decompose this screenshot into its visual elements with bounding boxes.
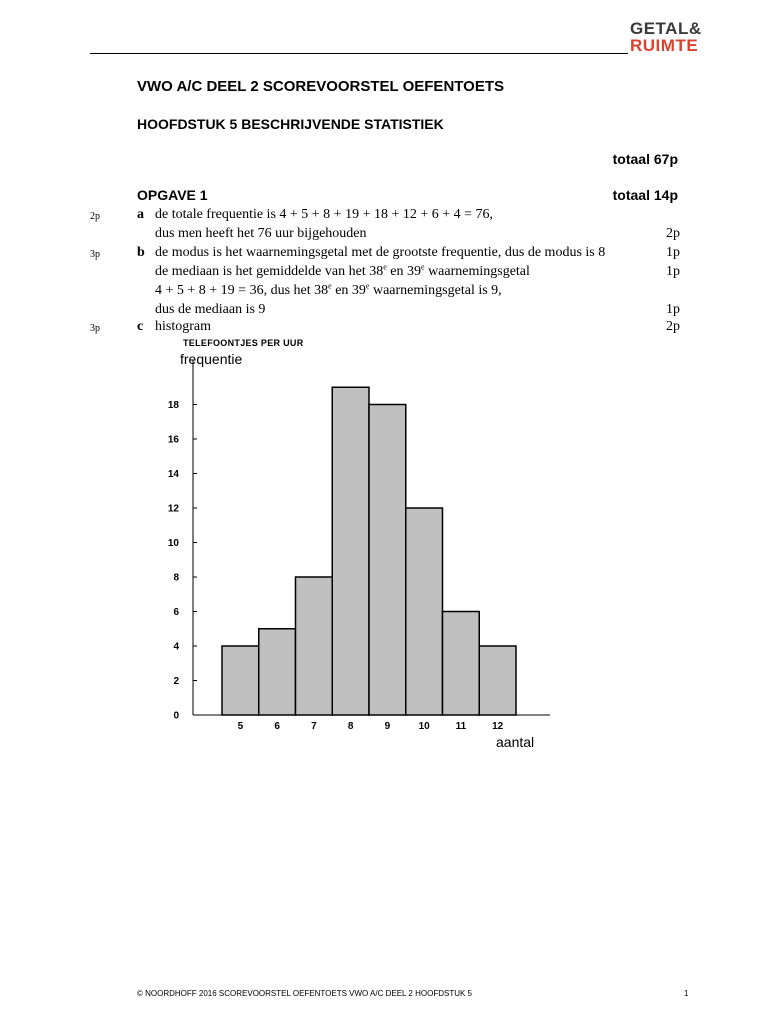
answer-text: de mediaan is het gemiddelde van het 38e en 39e waarnemingsgetal: [155, 262, 530, 279]
answer-text: de modus is het waarnemingsgetal met de grootste frequentie, dus de modus is 8: [155, 245, 606, 260]
chapter-subtitle: HOOFDSTUK 5 BESCHRIJVENDE STATISTIEK: [137, 116, 444, 132]
grand-total: totaal 67p: [612, 151, 678, 167]
page-number: 1: [684, 989, 689, 998]
question-letter: b: [137, 245, 145, 260]
document-title: VWO A/C DEEL 2 SCOREVOORSTEL OEFENTOETS: [137, 78, 505, 95]
question-letter: a: [137, 207, 144, 222]
awarded-points: 1p: [666, 264, 680, 279]
y-tick-label: 18: [167, 400, 179, 411]
awarded-points: 2p: [666, 226, 680, 241]
exercise-title: OPGAVE 1: [137, 187, 208, 203]
answer-row-b2: [90, 262, 680, 281]
x-axis-label: aantal: [496, 734, 535, 750]
histogram-bar: [222, 646, 259, 715]
answer-text: dus men heeft het 76 uur bijgehouden: [155, 226, 367, 241]
question-letter: c: [137, 319, 144, 334]
y-tick-label: 2: [173, 676, 179, 687]
x-tick-label: 9: [384, 721, 391, 732]
footer-copyright: © NOORDHOFF 2016 SCOREVOORSTEL OEFENTOETS VWO A/C DEEL 2 HOOFDSTUK 5: [137, 989, 472, 998]
publisher-logo: [630, 20, 710, 54]
x-tick-label: 10: [418, 721, 430, 732]
max-points: 3p: [90, 249, 100, 260]
y-tick-label: 12: [167, 503, 179, 515]
logo-line-1: GETAL&: [630, 19, 702, 38]
answer-text: de totale frequentie is 4 + 5 + 8 + 19 + 18 + 12 + 6 + 4 = 76,: [155, 207, 494, 222]
max-points: 2p: [90, 211, 100, 222]
max-points: 3p: [90, 323, 100, 334]
x-tick-label: 6: [274, 721, 280, 732]
answer-row-c1: [90, 317, 680, 336]
histogram-bar: [332, 387, 369, 715]
y-tick-label: 0: [173, 710, 179, 722]
histogram-bar: [296, 577, 333, 715]
x-tick-label: 7: [311, 721, 317, 732]
y-tick-label: 10: [167, 538, 179, 549]
awarded-points: 1p: [666, 245, 680, 260]
histogram-bar: [443, 612, 480, 716]
histogram-bar: [406, 508, 443, 715]
header-rule: [90, 53, 628, 54]
logo-line-2: RUIMTE: [630, 36, 699, 55]
x-tick-label: 5: [237, 721, 244, 732]
x-tick-label: 12: [492, 721, 504, 732]
chart-title: TELEFOONTJES PER UUR: [183, 338, 304, 348]
histogram-chart: [150, 360, 560, 740]
awarded-points: 2p: [666, 319, 680, 334]
y-tick-label: 14: [167, 469, 179, 480]
y-axis-label: frequentie: [180, 351, 243, 367]
awarded-points: 1p: [666, 302, 680, 317]
histogram-bar: [479, 646, 516, 715]
histogram-bar: [259, 629, 296, 715]
answer-row-a2: [90, 224, 680, 243]
histogram-bar: [369, 405, 406, 716]
y-tick-label: 6: [173, 607, 179, 618]
answer-text: dus de mediaan is 9: [155, 302, 266, 317]
y-tick-label: 16: [167, 434, 179, 446]
answer-text: 4 + 5 + 8 + 19 = 36, dus het 38e en 39e waarnemingsgetal is 9,: [155, 281, 502, 298]
x-tick-label: 11: [455, 721, 467, 732]
exercise-total: totaal 14p: [612, 187, 678, 203]
y-tick-label: 8: [173, 572, 179, 584]
answer-text: histogram: [155, 319, 211, 334]
y-tick-label: 4: [173, 641, 179, 653]
x-tick-label: 8: [347, 721, 354, 732]
answer-row-b3: [90, 281, 680, 300]
answer-row-a1: [90, 205, 680, 224]
answer-row-b1: [90, 243, 680, 262]
